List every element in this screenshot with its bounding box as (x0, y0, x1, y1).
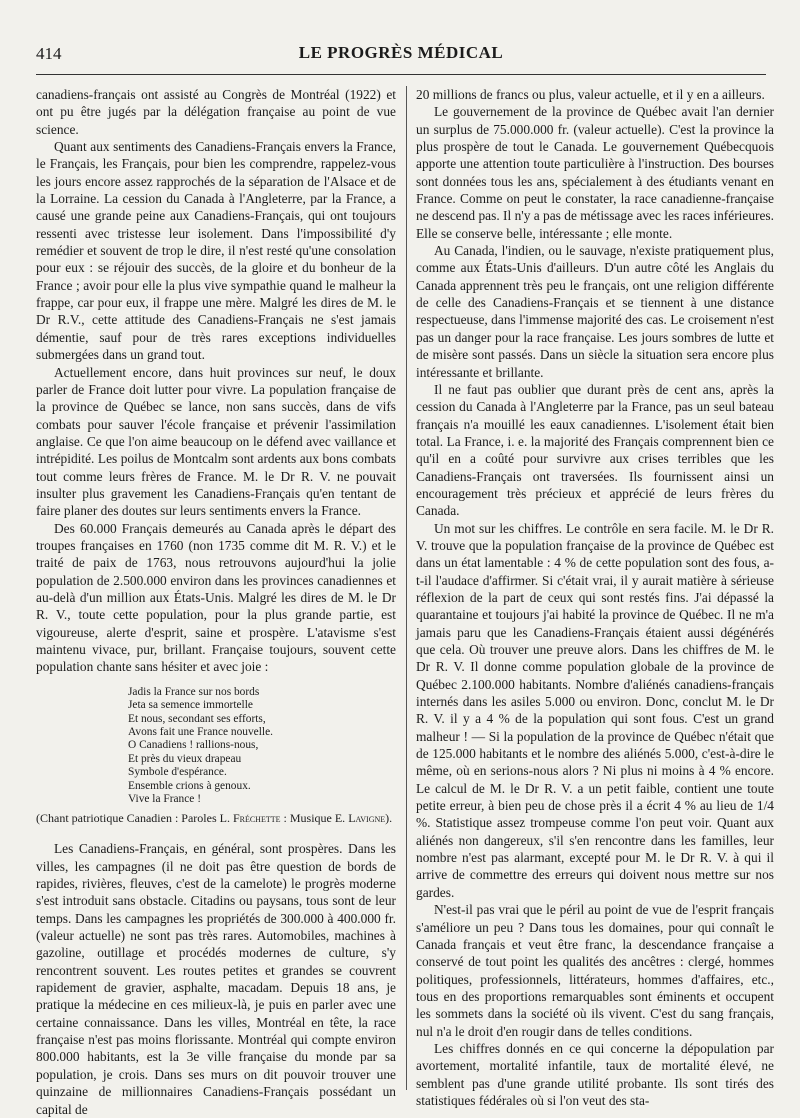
page-number: 414 (36, 44, 62, 63)
paragraph: Des 60.000 Français demeurés au Canada après le départ des troupes françaises en 1760 (non 1735 comme dit M. R. V.) et le traité de paix de 1763, nous retrouvons aujourd'hui la jolie population de 2.500.000 environ dans les provinces canadiennes et au-delà d'un million aux États-Unis. Malgré les dires de M. le Dr R. V., toute cette population, pour la plus grande partie, est vigoureuse, alerte d'esprit, saine et prospère. L'atavisme s'est maintenu vivace, pur, brillant. Française toujours, souvent cette population chante sans hésiter et avec joie : (36, 520, 396, 675)
poem-line: Symbole d'espérance. (128, 766, 227, 779)
paragraph: Les chiffres donnés en ce qui concerne la dépopulation par avortement, mortalité infantile, taux de mortalité élevé, ne semblent pas d'une grande utilité probante. Ils sont tirés des statistiques fédérales où si l'on veut des sta- (416, 1040, 774, 1108)
paragraph: Quant aux sentiments des Canadiens-Français envers la France, le Français, les Français, pour bien les comprendre, rappelez-vous les jours encore assez rapprochés de la séparation de l'Alsace et de la Lorraine. La cession du Canada à l'Angleterre, par la France, a causé une grande peine aux Canadiens-Français, qui ont toujours ressenti avec tristesse leur isolement. Dans l'impossibilité d'y remédier et souvent de trop le dire, il n'est resté qu'une consolation pour eux : se réjouir des succès, de la gloire et du bonheur de la France ; avoir pour elle la plus vive sympathie quand le malheur la frappe, car pour eux, il frappe une mère. Malgré les dires de M. le Dr R.V., cette attitude des Canadiens-Français ne s'est jamais démentie, sauf pour de très rares exceptions individuelles submergées dans un grand tout. (36, 139, 396, 363)
poem-line: O Canadiens ! rallions-nous, (128, 739, 259, 752)
left-column (36, 86, 396, 1117)
right-column (416, 86, 774, 1108)
poem-credit-text: : Musique E. (280, 811, 349, 826)
poem-line: Avons fait une France nouvelle. (128, 725, 273, 738)
poem-line: Ensemble crions à genoux. (128, 779, 251, 792)
poem-credit (36, 810, 396, 826)
poem-line: Jeta sa semence immortelle (128, 699, 253, 712)
poem-line: Jadis la France sur nos bords (128, 685, 260, 698)
header-rule (36, 74, 766, 75)
poem-credit-text: ). (385, 811, 393, 826)
paragraph: canadiens-français ont assisté au Congrès de Montréal (1922) et ont pu être jugés par la délégation française au point de vue science. (36, 87, 396, 137)
poem-author: Fréchette (232, 811, 281, 826)
poem-composer: Lavigne (348, 811, 386, 826)
poem-line: Vive la France ! (128, 792, 202, 805)
paragraph: Au Canada, l'indien, ou le sauvage, n'existe pratiquement plus, comme aux États-Unis d'ailleurs. D'un autre côté les Anglais du Canada apprennent très peu le français, ont une religion différente de celle des Canadiens-Français et se tiennent à une distance respectueuse, dans l'immense majorité des cas. Le croisement n'est pas un danger pour la race française. Les jours sombres de lutte et de misère sont passés. Dans un siècle la situation sera encore plus intéressante et brillante. (416, 243, 774, 380)
paragraph: 20 millions de francs ou plus, valeur actuelle, et il y en a ailleurs. (416, 87, 765, 102)
paragraph: Les Canadiens-Français, en général, sont prospères. Dans les villes, les campagnes (il ne doit pas être question de bords de rapides, rivières, fleuves, c'est de la camelote) le progrès moderne s'est introduit sans obstacle. Citadins ou paysans, tous sont de leur temps. Dans les campagnes les propriétés de 300.000 à 400.000 fr. (valeur actuelle) ne sont pas très rares. Automobiles, machines à gazoline, outillage et procédés modernes de culture, s'y rencontrent souvent. Les routes petites et grandes se couvrent rapidement de gravier, asphalte, macadam. Depuis 18 ans, je pratique la médecine en ces milieux-là, je puis en parler avec une certaine connaissance. Dans les villes, Montréal en tête, la race française n'est pas moins florissante. Montréal qui compte environ 800.000 habitants, est la 3e ville française du monde par sa population, je crois. Dans ses murs on dit pouvoir trouver une quinzaine de millionnaires Canadiens-Français possédant un capital de (36, 841, 396, 1117)
poem-line: Et près du vieux drapeau (128, 752, 242, 765)
poem (128, 686, 396, 807)
paragraph: N'est-il pas vrai que le péril au point de vue de l'esprit français s'améliore un peu ? Dans tous les domaines, pour qui connaît le Canada français et veut être franc, la descendance française a conservé de tout point les qualités des ancêtres : clergé, hommes politiques, professionnels, littérateurs, hommes d'affaires, etc., tous en des proportions remarquables sont éminents et occupent les sommets dans la société où ils vivent. C'est du sang français, nul n'a le droit d'en rougir dans de telles conditions. (416, 902, 774, 1039)
poem-line: Et nous, secondant ses efforts, (128, 712, 266, 725)
poem-credit-text: (Chant patriotique Canadien : Paroles L. (36, 811, 233, 826)
page-header (36, 44, 766, 68)
paragraph: Actuellement encore, dans huit provinces sur neuf, le doux parler de France doit lutter pour vivre. La population française de la province de Québec se lance, non sans succès, dans de vifs combats pour sauver l'école française et prévenir l'assimilation anglaise. Ce que l'on aime beaucoup on le défend avec vaillance et intrépidité. Les poilus de Montcalm sont ardents aux bons combats tout comme leurs frères de France. M. le Dr R. V. ne pouvait insulter plus gravement les Canadiens-Français qu'en tentant de faire planer des doutes sur leurs sentiments envers la France. (36, 364, 396, 519)
paragraph: Un mot sur les chiffres. Le contrôle en sera facile. M. le Dr R. V. trouve que la population française de la province de Québec est dans un état lamentable : 4 % de cette population sont des fous, a-t-il l'audace d'affirmer. Si c'était vrai, il y aurait matière à sérieuse réflexion de la part de ceux qui sont restés fins. J'ai dépassé la quarantaine et toujours j'ai habité la province de Québec. Il ne m'a jamais paru que les Canadiens-Français étaient aussi dégénérés que cela. Où trouver une preuve alors. Dans les chiffres de M. le Dr R. V. Il donne comme population globale de la province de Québec 2.100.000 habitants. Nombre d'aliénés canadiens-français internés dans les asiles 5.000 ou environ. Donc, conclut M. le Dr R. V. il y a 4 % de la population qui sont fous. C'est un grand malheur ! — Si la population de la province de Québec n'était que de 125.000 habitants et le nombre des aliénés 5.000, c'est-à-dire le même, où en serions-nous alors ? Ni plus ni moins à 4 % encore. Le calcul de M. le Dr R. V. a un petit faible, contient une toute petite erreur, à bien peu de chose près il a écrit 4 % au lieu de 1/4 %. Statistique assez trompeuse comme l'on peut voir. Quant aux aliénés non dangereux, s'il s'en rencontre dans les familles, leur nombre n'est pas alarmant, excepté pour M. le Dr R. V. à qui il arrive de commettre des erreurs qui doivent nous mettre sur nos gardes. (416, 520, 774, 900)
column-divider (406, 86, 407, 1090)
paragraph: Le gouvernement de la province de Québec avait l'an dernier un surplus de 75.000.000 fr. (valeur actuelle). C'est la province la plus prospère de tout le Canada. Le gouvernement Québecquois apporte une attention toute particulière à l'instruction. Des bourses sont données tous les ans, spécialement à des étudiants venant en France. Comme on peut le constater, la race canadienne-française ne descend pas. Il n'y a pas de métissage avec les races inférieures. Elle se conserve belle, intéressante ; elle monte. (416, 104, 774, 241)
paragraph: Il ne faut pas oublier que durant près de cent ans, après la cession du Canada à l'Angleterre par la France, pas un seul bateau français n'a mouillé les eaux canadiennes. L'isolement était bien total. La France, i. e. la majorité des Français comprennent bien ce qu'il en a coûté pour survivre aux crises terribles que les Canadiens-Français ont traversées. Ils fournissent ainsi un encouragement très précieux et apprécié de leurs frères du Canada. (416, 381, 774, 519)
journal-title: LE PROGRÈS MÉDICAL (298, 43, 504, 62)
